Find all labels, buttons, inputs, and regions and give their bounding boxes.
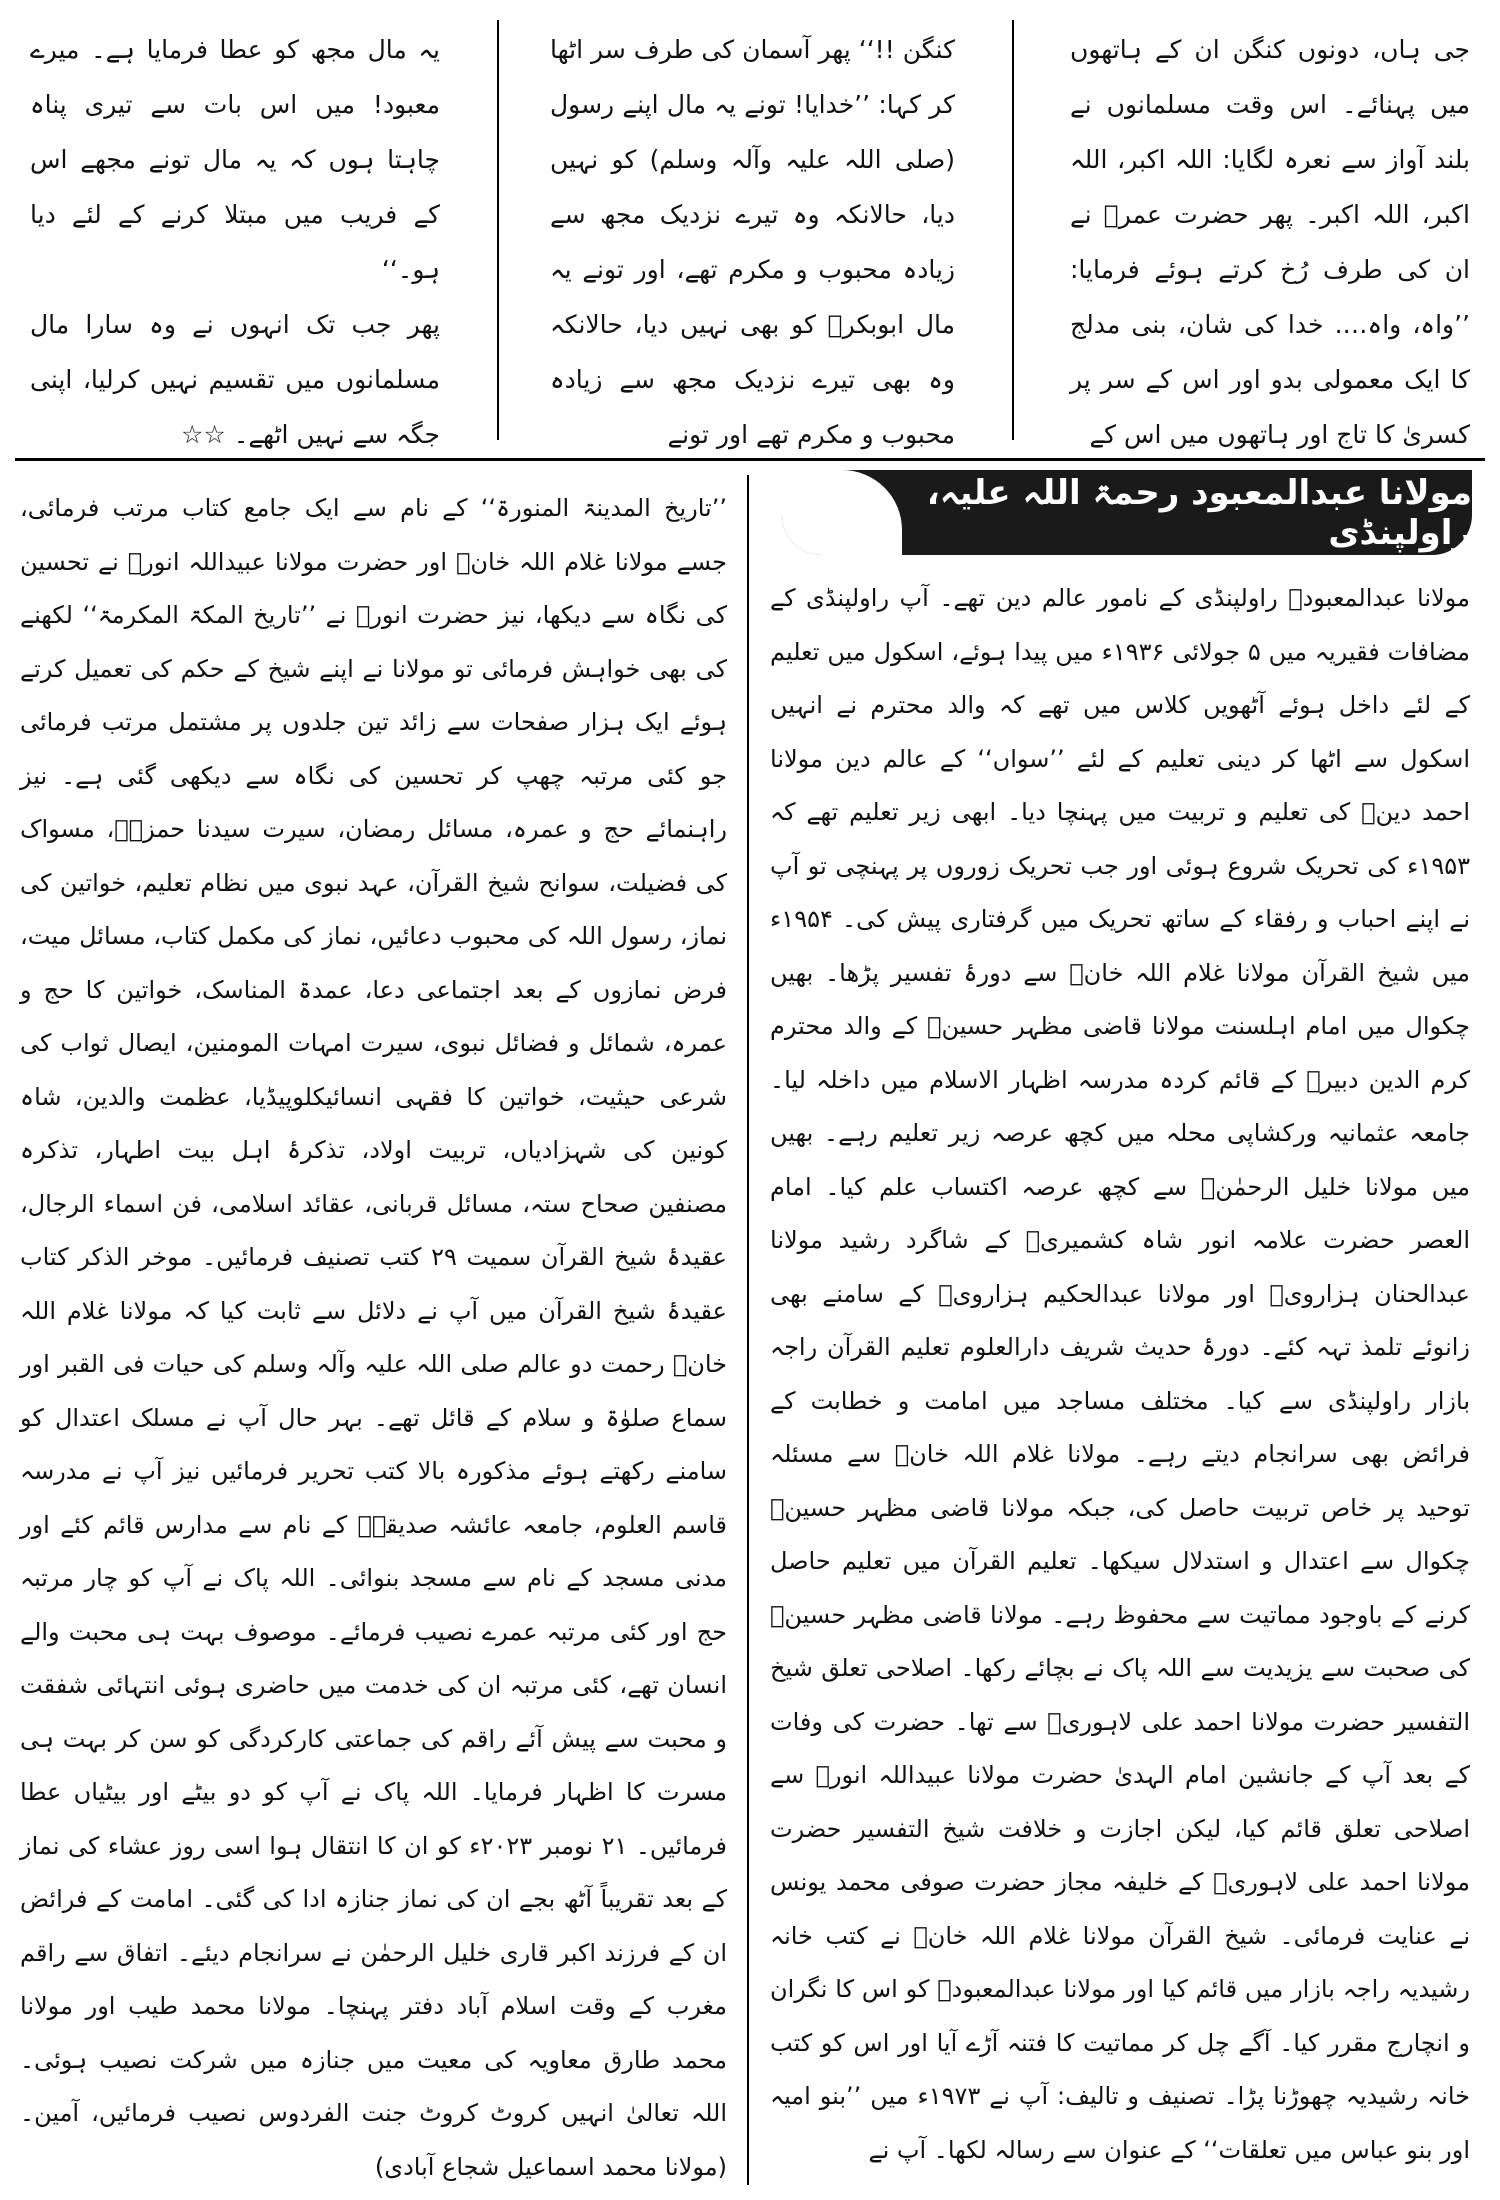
article-title: مولانا عبدالمعبود رحمۃ اللہ علیہ، راولپنڈی <box>926 473 1472 553</box>
column-divider <box>747 475 749 2185</box>
top-left-paragraph-2-text: پھر جب تک انہوں نے وہ سارا مال مسلمانوں میں تقسیم نہیں کرلیا، اپنی جگہ سے نہیں اٹھے۔ <box>30 310 440 449</box>
top-right-text: جی ہاں، دونوں کنگن ان کے ہاتھوں میں پہنائے۔ اس وقت مسلمانوں نے بلند آواز سے نعرہ لگایا: اللہ اکبر، اللہ اکبر، اللہ اکبر۔ پھر حضرت عمرؓ نے ان کی طرف رُخ کرتے ہوئے فرمایا: ’’واہ، واہ…. خدا کی شان، بنی مدلج کا ایک معمولی بدو اور اس کے سر پر کسریٰ کا تاج اور ہاتھوں میں اس کے <box>1070 35 1470 449</box>
article-column-left <box>20 482 727 2194</box>
column-divider <box>1012 20 1014 440</box>
article-left-text: ’’تاریخ المدینۃ المنورۃ‘‘ کے نام سے ایک جامع کتاب مرتب فرمائی، جسے مولانا غلام اللہ خانؒ اور حضرت مولانا عبیداللہ انورؒ نے تحسین کی نگاہ سے دیکھا، نیز حضرت انورؒ نے ’’تاریخ المکۃ المکرمۃ‘‘ لکھنے کی بھی خواہش فرمائی تو مولانا نے اپنے شیخ کے حکم کی تعمیل کرتے ہوئے ایک ہزار صفحات سے زائد تین جلدوں پر مشتمل مرتب فرمائی جو کئی مرتبہ چھپ کر تحسین کی نگاہ سے دیکھی گئی ہے۔ نیز راہنمائے حج و عمرہ، مسائل رمضان، سیرت سیدنا حمزہؓ، مسواک کی فضیلت، سوانح شیخ القرآن، عہد نبوی میں نظام تعلیم، خواتین کی نماز، رسول اللہ کی محبوب دعائیں، نماز کی مکمل کتاب، مسائل میت، فرض نمازوں کے بعد اجتماعی دعا، عمدۃ المناسک، خواتین کا حج و عمرہ، شمائل و فضائل نبوی، سیرت امہات المومنین، ایصال ثواب کی شرعی حیثیت، خواتین کا فقہی انسائیکلوپیڈیا، عظمت والدین، شاہ کونین کی شہزادیاں، تربیت اولاد، تذکرۂ اہل بیت اطہار، تذکرہ مصنفین صحاح ستہ، مسائل قربانی، عقائد اسلامی، فن اسماء الرجال، عقیدۂ شیخ القرآن سمیت ۲۹ کتب تصنیف فرمائیں۔ موخر الذکر کتاب عقیدۂ شیخ القرآن میں آپ نے دلائل سے ثابت کیا کہ مولانا غلام اللہ خانؒ رحمت دو عالم صلی اللہ علیہ وآلہ وسلم کی حیات فی القبر اور سماع صلوٰۃ و سلام کے قائل تھے۔ بہر حال آپ نے مسلک اعتدال کو سامنے رکھتے ہوئے مذکورہ بالا کتب تحریر فرمائیں نیز آپ نے مدرسہ قاسم العلوم، جامعہ عائشہ صدیقہؓ کے نام سے مدارس قائم کئے اور مدنی مسجد کے نام سے مسجد بنوائی۔ اللہ پاک نے آپ کو چار مرتبہ حج اور کئی مرتبہ عمرے نصیب فرمائے۔ موصوف بہت ہی محبت والے انسان تھے، کئی مرتبہ ان کی خدمت میں حاضری ہوئی انتہائی شفقت و محبت سے پیش آئے راقم کی جماعتی کارکردگی کو سن کر بہت ہی مسرت کا اظہار فرمایا۔ اللہ پاک نے آپ کو دو بیٹے اور بیٹیاں عطا فرمائیں۔ ۲۱ نومبر ۲۰۲۳ء کو ان کا انتقال ہوا اسی روز عشاء کی نماز کے بعد تقریباً آٹھ بجے ان کی نماز جنازہ ادا کی گئی۔ امامت کے فرائض ان کے فرزند اکبر قاری خلیل الرحمٰن نے سرانجام دیئے۔ اتفاق سے راقم مغرب کے وقت اسلام آباد دفتر پہنچا۔ مولانا محمد طیب اور مولانا محمد طارق معاویہ کی معیت میں جنازہ میں شرکت نصیب ہوئی۔ اللہ تعالیٰ انہیں کروٹ کروٹ جنت الفردوس نصیب فرمائیں، آمین۔ (مولانا محمد اسماعیل شجاع آبادی) <box>20 494 728 2181</box>
top-left-paragraph-1: یہ مال مجھ کو عطا فرمایا ہے۔ میرے معبود! میں اس بات سے تیری پناہ چاہتا ہوں کہ یہ مال تونے مجھے اس کے فریب میں مبتلا کرنے کے لئے دیا ہو۔‘‘ <box>30 35 440 284</box>
stars-ornament: ☆☆ <box>180 420 226 449</box>
top-middle-text: کنگن !!‘‘ پھر آسمان کی طرف سر اٹھا کر کہا: ’’خدایا! تونے یہ مال اپنے رسول (صلی اللہ علیہ وآلہ وسلم) کو نہیں دیا، حالانکہ وہ تیرے نزدیک مجھ سے زیادہ محبوب و مکرم تھے، اور تونے یہ مال ابوبکرؓ کو بھی نہیں دیا، حالانکہ وہ بھی تیرے نزدیک مجھ سے زیادہ محبوب و مکرم تھے اور تونے <box>550 35 955 449</box>
top-left-paragraph-2 <box>30 297 440 462</box>
article-title-banner <box>782 470 1472 555</box>
top-column-left <box>30 22 440 462</box>
column-divider <box>497 20 499 440</box>
article-column-right <box>770 572 1470 2177</box>
top-column-right <box>1070 22 1470 462</box>
article-right-text: مولانا عبدالمعبودؒ راولپنڈی کے نامور عالم دین تھے۔ آپ راولپنڈی کے مضافات فقیریہ میں ۵ جولائی ۱۹۳۶ء میں پیدا ہوئے، اسکول میں تعلیم کے لئے داخل ہوئے آٹھویں کلاس میں تھے کہ والد محترم نے انہیں اسکول سے اٹھا کر دینی تعلیم کے لئے ’’سواں‘‘ کے عالم دین مولانا احمد دینؒ کی تعلیم و تربیت میں پہنچا دیا۔ ابھی زیر تعلیم تھے کہ ۱۹۵۳ء کی تحریک شروع ہوئی اور جب تحریک زوروں پر پہنچی تو آپ نے اپنے احباب و رفقاء کے ساتھ تحریک میں گرفتاری پیش کی۔ ۱۹۵۴ء میں شیخ القرآن مولانا غلام اللہ خانؒ سے دورۂ تفسیر پڑھا۔ بھیں چکوال میں امام اہلسنت مولانا قاضی مظہر حسینؒ کے والد محترم کرم الدین دبیرؒ کے قائم کردہ مدرسہ اظہار الاسلام میں داخلہ لیا۔ جامعہ عثمانیہ ورکشاپی محلہ میں کچھ عرصہ زیر تعلیم رہے۔ بھیں میں مولانا خلیل الرحمٰنؒ سے کچھ عرصہ اکتساب علم کیا۔ امام العصر حضرت علامہ انور شاہ کشمیریؒ کے شاگرد رشید مولانا عبدالحنان ہزارویؒ اور مولانا عبدالحکیم ہزارویؒ کے سامنے بھی زانوئے تلمذ تہہ کئے۔ دورۂ حدیث شریف دارالعلوم تعلیم القرآن راجہ بازار راولپنڈی سے کیا۔ مختلف مساجد میں امامت و خطابت کے فرائض بھی سرانجام دیتے رہے۔ مولانا غلام اللہ خانؒ سے مسئلہ توحید پر خاص تربیت حاصل کی، جبکہ مولانا قاضی مظہر حسینؒ چکوال سے اعتدال و استدلال سیکھا۔ تعلیم القرآن میں تعلیم حاصل کرنے کے باوجود مماتیت سے محفوظ رہے۔ مولانا قاضی مظہر حسینؒ کی صحبت سے یزیدیت سے اللہ پاک نے بچائے رکھا۔ اصلاحی تعلق شیخ التفسیر حضرت مولانا احمد علی لاہوریؒ سے تھا۔ حضرت کی وفات کے بعد آپ کے جانشین امام الہدیٰ حضرت مولانا عبیداللہ انورؒ سے اصلاحی تعلق قائم کیا، لیکن اجازت و خلافت شیخ التفسیر حضرت مولانا احمد علی لاہوریؒ کے خلیفہ مجاز حضرت صوفی محمد یونس نے عنایت فرمائی۔ شیخ القرآن مولانا غلام اللہ خانؒ نے کتب خانہ رشیدیہ راجہ بازار میں قائم کیا اور مولانا عبدالمعبودؒ کو اس کا نگران و انچارج مقرر کیا۔ آگے چل کر مماتیت کا فتنہ آڑے آیا اور اس کو کتب خانہ رشیدیہ چھوڑنا پڑا۔ تصنیف و تالیف: آپ نے ۱۹۷۳ء میں ’’بنو امیہ اور بنو عباس میں تعلقات‘‘ کے عنوان سے رسالہ لکھا۔ آپ نے <box>770 584 1471 2164</box>
top-column-middle <box>550 22 955 462</box>
section-divider <box>15 458 1485 461</box>
